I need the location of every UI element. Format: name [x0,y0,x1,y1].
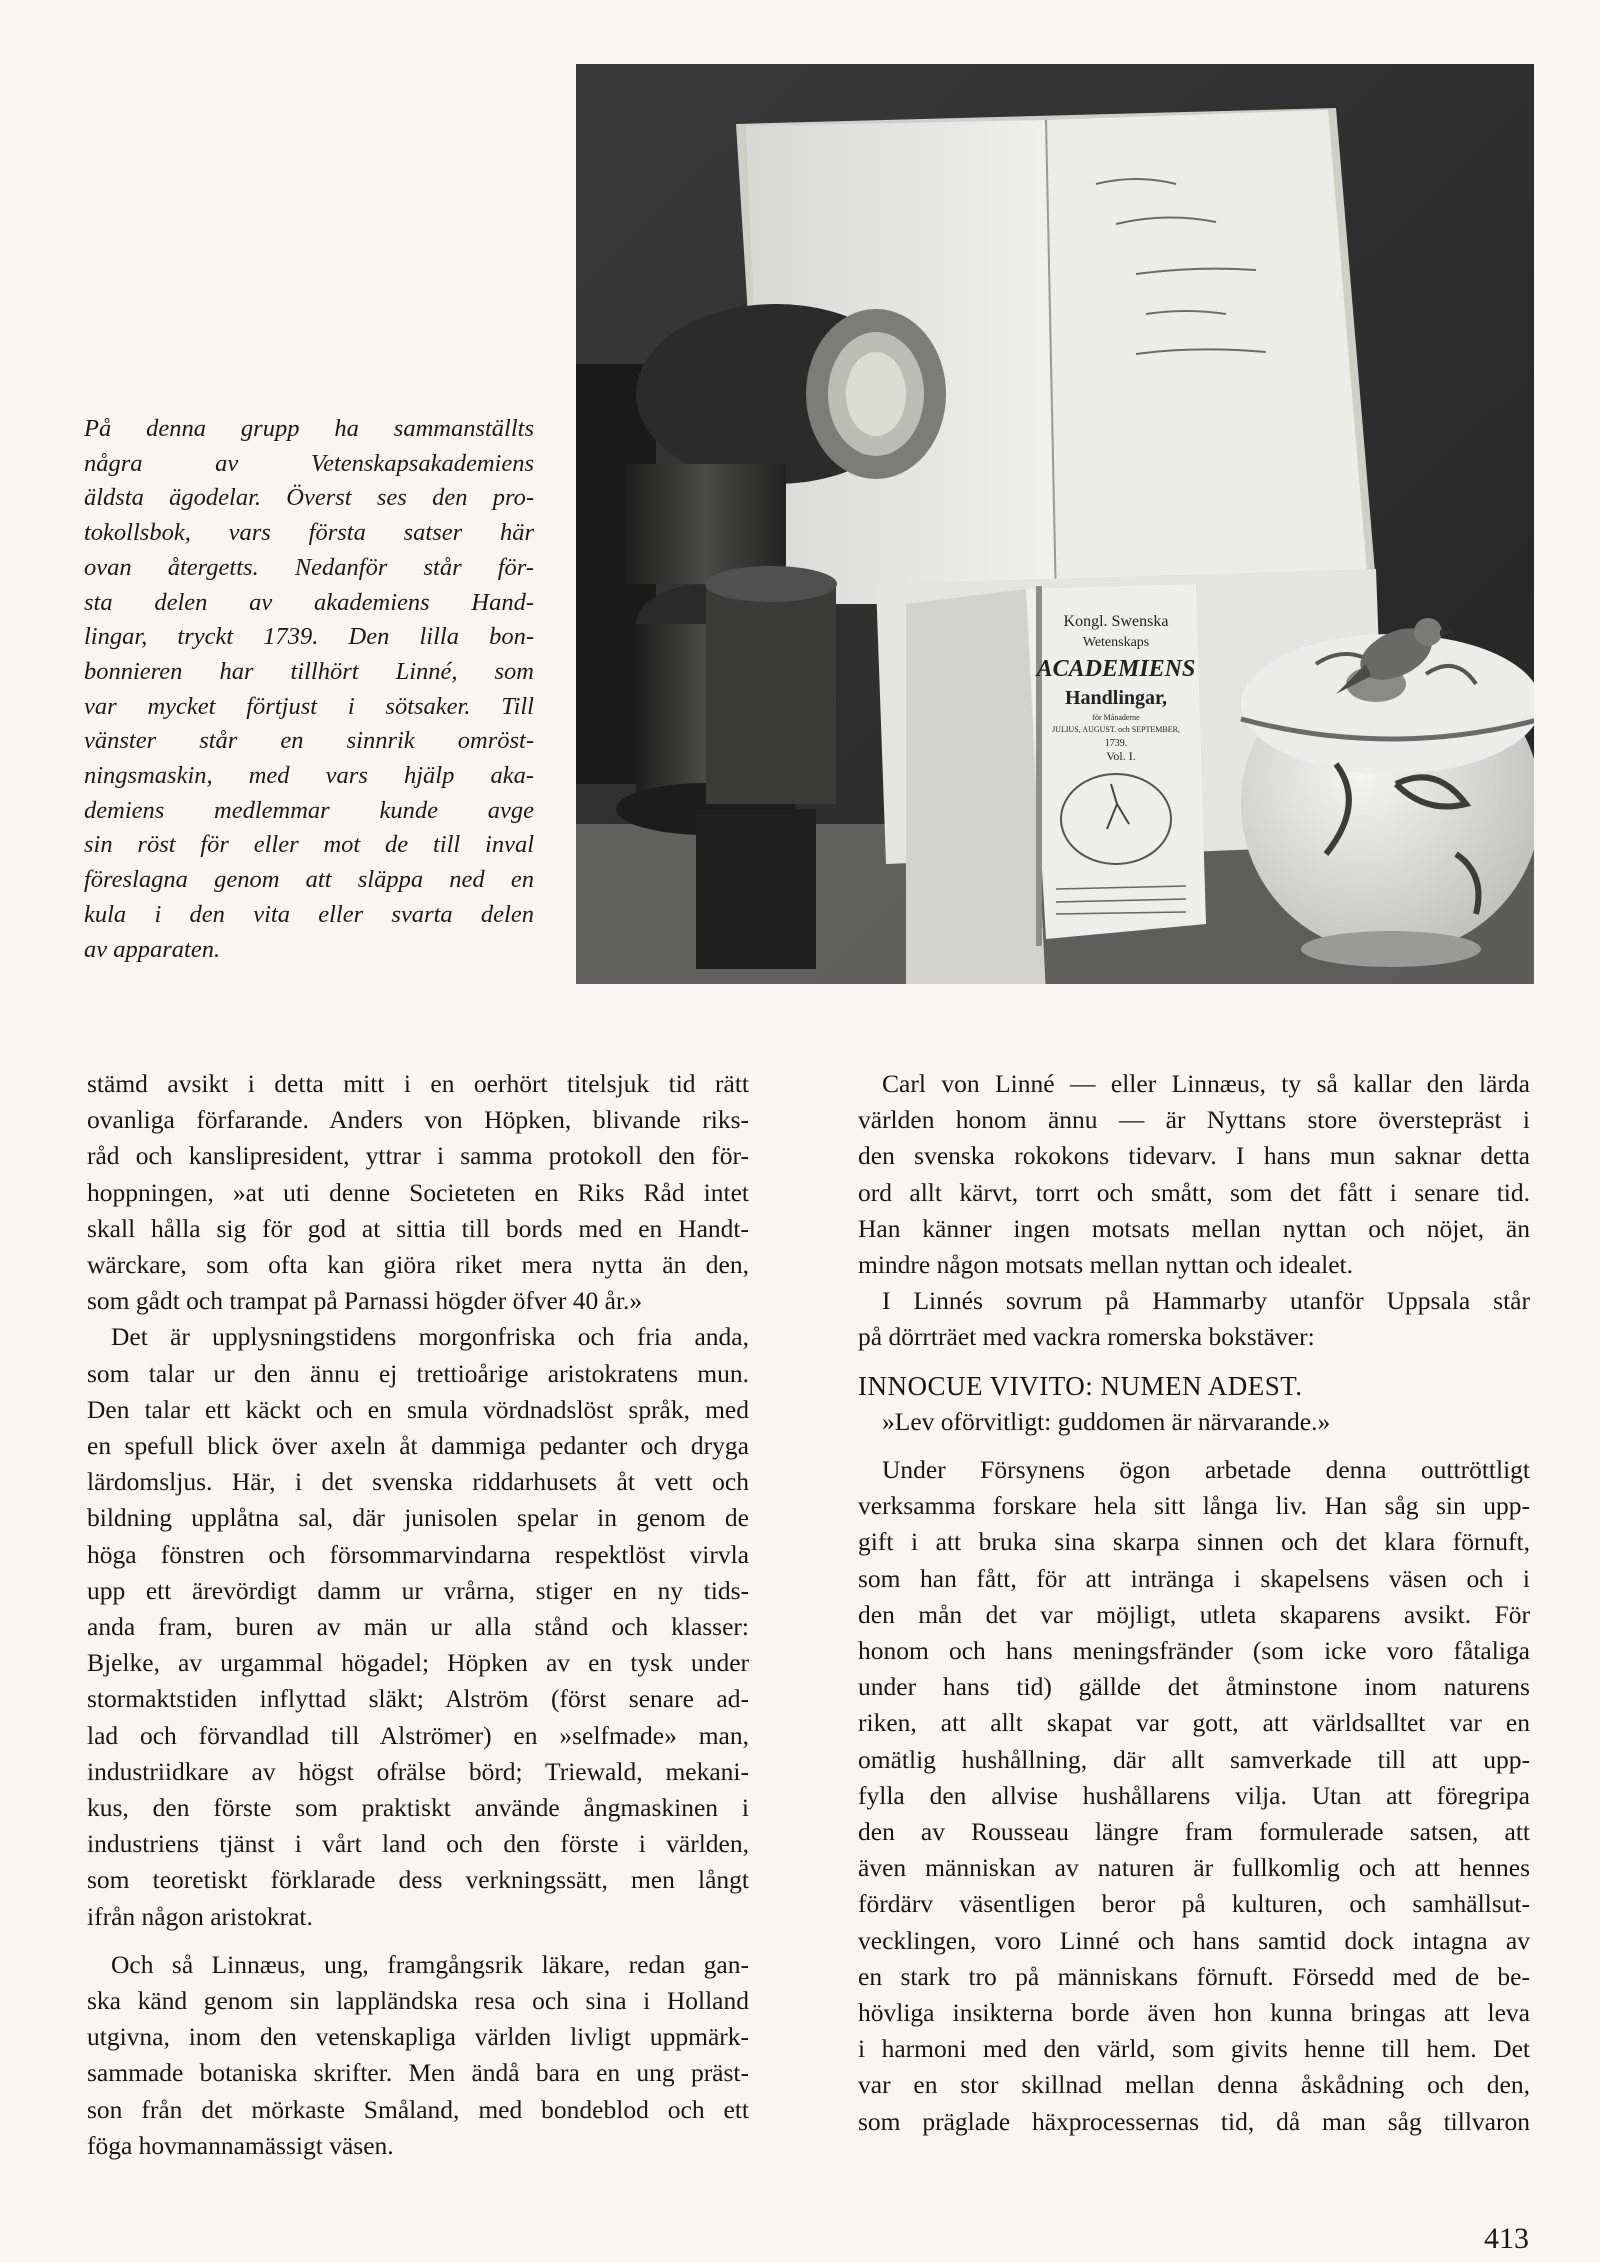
text-line: riken, att allt skapat var gott, att världsalltet var en [858,1708,1530,1738]
text-line: den mån det var möjligt, utleta skaparens avsikt. För [858,1599,1530,1629]
text-line: utgivna, inom den vetenskapliga världen livligt uppmärk- [87,2022,749,2052]
latin-motto: INNOCUE VIVITO: NUMEN ADEST. [858,1370,1303,1401]
text-line: omätlig hushållning, där allt samverkade till att upp- [858,1744,1530,1774]
motto-translation: »Lev oförvitligt: guddomen är närvarande.» [882,1406,1331,1436]
caption-line: ningsmaskin, med vars hjälp aka- [84,762,534,790]
book-title-line: JULIUS, AUGUST. och SEPTEMBER, [1052,725,1180,734]
text-line: Bjelke, av urgammal högadel; Höpken av en tysk under [87,1648,749,1678]
caption-line: lingar, tryckt 1739. Den lilla bon- [84,623,534,651]
text-line: lad och förvandlad till Alströmer) en »selfmade» man, [87,1720,749,1750]
text-line: skall hålla sig för god at sittia till bords med en Handt- [87,1213,749,1243]
text-line: som talar ur den ännu ej trettioårige aristokratens mun. [87,1358,749,1388]
text-line: gift i att bruka sina skarpa sinnen och det klara förnuft, [858,1527,1530,1557]
text-line: den av Rousseau längre fram formulerade satsen, att [858,1817,1530,1847]
text-line: i harmoni med den värld, som givits henne till hem. Det [858,2034,1530,2064]
text-line: under hans tid) gällde det åtminstone inom naturens [858,1672,1530,1702]
text-line: lärdomsljus. Här, i det svenska riddarhusets åt vett och [87,1467,749,1497]
text-line: son från det mörkaste Småland, med bondeblod och ett [87,2094,749,2124]
handlingar-book [906,584,1206,984]
photograph-academy-objects [576,64,1534,984]
text-line: industriidkare av högst ofrälse börd; Triewald, mekani- [87,1756,749,1786]
text-line: verksamma forskare hela sitt långa liv. Han såg sin upp- [858,1491,1530,1521]
text-line: fylla den allvise hushållarens vilja. Utan att föregripa [858,1780,1530,1810]
text-line: en spefull blick över axeln åt dammiga pedanter och dryga [87,1431,749,1461]
text-line: även människan av naturen är fullkomlig och att hennes [858,1853,1530,1883]
text-line: Han känner ingen motsats mellan nyttan och nöjet, än [858,1213,1530,1243]
caption-line: äldsta ägodelar. Överst ses den pro- [84,484,534,512]
caption-line: föreslagna genom att släppa ned en [84,866,534,894]
book-title-line: 1739. [1104,738,1128,749]
caption-line: bonnieren har tillhört Linné, som [84,657,534,685]
book-title-line: ACADEMIENS [1036,656,1196,682]
text-line: industriens tjänst i vårt land och den förste i världen, [87,1829,749,1859]
text-line: som han fått, för att intränga i skapelsens väsen och i [858,1563,1530,1593]
text-line: Den talar ett käckt och en smula vördnadslöst språk, med [87,1394,749,1424]
text-line: vecklingen, voro Linné och hans samtid dock intagna av [858,1925,1530,1955]
book-title-line: för Månaderne [1092,713,1140,722]
text-line: den svenska rokokons tidevarv. I hans mun saknar detta [858,1141,1530,1171]
text-line: upp ett ärevördigt damm ur vrårna, stiger en ny tids- [87,1575,749,1605]
book-title-line: Vol. I. [1106,749,1136,763]
caption-line: sta delen av akademiens Hand- [84,588,534,616]
paragraph-gap [858,1356,1530,1368]
caption-line: sin röst för eller mot de till inval [84,831,534,859]
text-line: wärckare, som ofta kan giöra riket mera nytta än den, [87,1250,749,1280]
text-line: som präglade häxprocessernas tid, då man såg tillvaron [858,2106,1530,2136]
text-line: hoppningen, »at uti denne Societeten en Riks Råd intet [87,1177,749,1207]
text-line: på dörrträet med vackra romerska bokstäver: [858,1322,1315,1352]
caption-line: tokollsbok, vars första satser här [84,519,534,547]
text-line: en stark tro på människans förnuft. Försedd med de be- [858,1961,1530,1991]
caption-line: demiens medlemmar kunde avge [84,796,534,824]
text-line: ord allt kärvt, torrt och smått, som det fått i senare tid. [858,1177,1530,1207]
text-line: Det är upplysningstidens morgonfriska och fria anda, [111,1322,749,1352]
text-line: hövliga insikterna borde även hon kunna bringas att leva [858,1998,1530,2028]
text-line: råd och kanslipresident, yttrar i samma protokoll den för- [87,1141,749,1171]
photo-illustration [576,64,1534,984]
text-line: sammade botaniska skrifter. Men ändå bara en ung präst- [87,2058,749,2088]
text-line: I Linnés sovrum på Hammarby utanför Uppsala står [882,1286,1530,1316]
book-title-line: Handlingar, [1064,687,1168,709]
text-line: höga fönstren och försommarvindarna respektlöst virvla [87,1539,749,1569]
text-line: Under Försynens ögon arbetade denna outtröttligt [882,1455,1530,1485]
caption-line: av apparaten. [84,935,221,963]
text-line: honom och hans meningsfränder (som icke voro fåtaliga [858,1636,1530,1666]
text-line: fördärv väsentligen beror på kulturen, och samhällsut- [858,1889,1530,1919]
caption-line: På denna grupp ha sammanställts [84,415,534,442]
text-line: var en stor skillnad mellan denna åskådning och den, [858,2070,1530,2100]
caption-line: var mycket förtjust i sötsaker. Till [84,692,534,720]
text-line: Carl von Linné — eller Linnæus, ty så kallar den lärda [882,1069,1530,1098]
text-line: ifrån någon aristokrat. [87,1901,313,1931]
text-line: som gådt och trampat på Parnassi högder öfver 40 år.» [87,1286,643,1316]
text-line: stormaktstiden inflyttad släkt; Alström (först senare ad- [87,1684,749,1714]
text-line: mindre någon motsats mellan nyttan och idealet. [858,1250,1353,1280]
caption-line: kula i den vita eller svarta delen [84,900,534,928]
text-line: stämd avsikt i detta mitt i en oerhört titelsjuk tid rätt [87,1069,749,1098]
text-line: Och så Linnæus, ung, framgångsrik läkare, redan gan- [111,1949,749,1979]
text-line: kus, den förste som praktiskt använde ångmaskinen i [87,1793,749,1823]
text-line: anda fram, buren av män ur alla stånd och klasser: [87,1612,749,1642]
paragraph-gap [858,1440,1530,1452]
paragraph-gap [87,1935,749,1947]
book-title-line: Kongl. Swenska [1063,613,1169,630]
text-line: bildning upplåtna sal, där junisolen spelar in genom de [87,1503,749,1533]
book-title-line: Wetenskaps [1082,635,1150,650]
caption-line: några av Vetenskapsakademiens [84,449,534,477]
text-line: som teoretiskt förklarade dess verkningssätt, men långt [87,1865,749,1895]
right-column [858,1066,1530,2140]
left-column [87,1066,749,2164]
caption-line: ovan återgetts. Nedanför står för- [84,553,534,581]
caption-line: vänster står en sinnrik omröst- [84,727,534,755]
photo-caption [84,412,534,967]
text-line: världen honom ännu — är Nyttans store överstepräst i [858,1105,1530,1135]
text-line: föga hovmannamässigt väsen. [87,2130,394,2160]
text-line: ovanliga förfarande. Anders von Höpken, blivande riks- [87,1105,749,1135]
page-number: 413 [1484,2222,1529,2255]
text-line: ska känd genom sin lappländska resa och sina i Holland [87,1986,749,2016]
